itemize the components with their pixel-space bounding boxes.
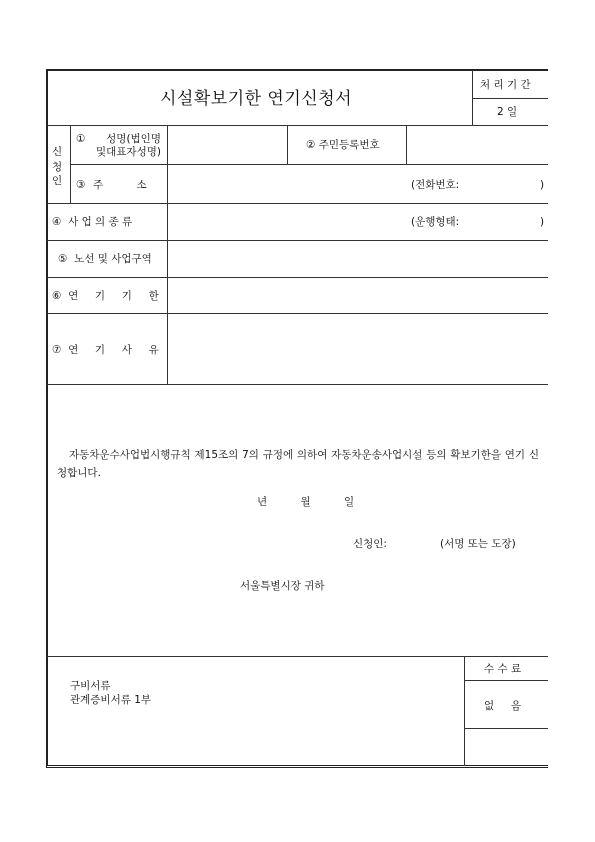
deferral-period-label: ⑥ 연 기 기 한 bbox=[52, 290, 159, 302]
processing-period-label: 처 리 기 간 bbox=[480, 79, 531, 91]
rule bbox=[472, 98, 548, 99]
applicant-group-label: 신 청 인 bbox=[52, 146, 63, 188]
required-docs-item: 관계증비서류 1부 bbox=[70, 694, 152, 706]
route-area-label: ⑤ 노선 및 사업구역 bbox=[58, 253, 152, 265]
address-label: 주 소 bbox=[93, 179, 147, 191]
rule bbox=[464, 656, 465, 766]
processing-period-value: 2 일 bbox=[497, 106, 518, 118]
rule bbox=[47, 384, 548, 385]
rule bbox=[464, 728, 548, 729]
name-number: ① bbox=[76, 133, 86, 145]
fee-label: 수 수 료 bbox=[484, 663, 522, 675]
rrn-label: ② 주민등록번호 bbox=[306, 139, 380, 151]
statement-date: 년 월 일 bbox=[257, 496, 355, 508]
route-area-field[interactable] bbox=[168, 241, 546, 276]
rule bbox=[287, 125, 288, 164]
required-docs-label: 구비서류 bbox=[70, 680, 111, 692]
rule bbox=[70, 125, 71, 203]
rule bbox=[472, 70, 473, 125]
address-number: ③ bbox=[76, 179, 86, 191]
deferral-period-field[interactable] bbox=[168, 278, 546, 312]
form-title: 시설확보기한 연기신청서 bbox=[160, 89, 353, 109]
rrn-value-field[interactable] bbox=[407, 126, 547, 163]
phone-label: (전화번호: bbox=[411, 179, 460, 191]
phone-close: ) bbox=[540, 179, 545, 191]
sign-or-seal-label: (서명 또는 도장) bbox=[440, 538, 516, 550]
deferral-reason-label: ⑦ 연 기 사 유 bbox=[52, 344, 159, 356]
operation-type-close: ) bbox=[540, 216, 545, 228]
business-type-label: ④ 사 업 의 종 류 bbox=[52, 216, 133, 228]
statement-body: 자동차운수사업법시행규칙 제15조의 7의 규정에 의하여 자동차운송사업시설 등의 확보기한을 연기 신청합니다. bbox=[57, 449, 539, 480]
applicant-sign-label: 신청인: bbox=[353, 538, 387, 550]
name-value-field[interactable] bbox=[168, 126, 286, 163]
rule bbox=[464, 680, 548, 681]
rule bbox=[47, 656, 548, 657]
fee-value: 없 음 bbox=[484, 700, 521, 712]
address-value-field[interactable] bbox=[168, 165, 408, 202]
addressee: 서울특별시장 귀하 bbox=[240, 580, 325, 592]
name-label: 성명(법인명 및대표자성명) bbox=[96, 133, 161, 158]
deferral-reason-field[interactable] bbox=[168, 314, 546, 383]
business-type-field[interactable] bbox=[168, 204, 408, 239]
operation-type-label: (운행형태: bbox=[411, 216, 460, 228]
